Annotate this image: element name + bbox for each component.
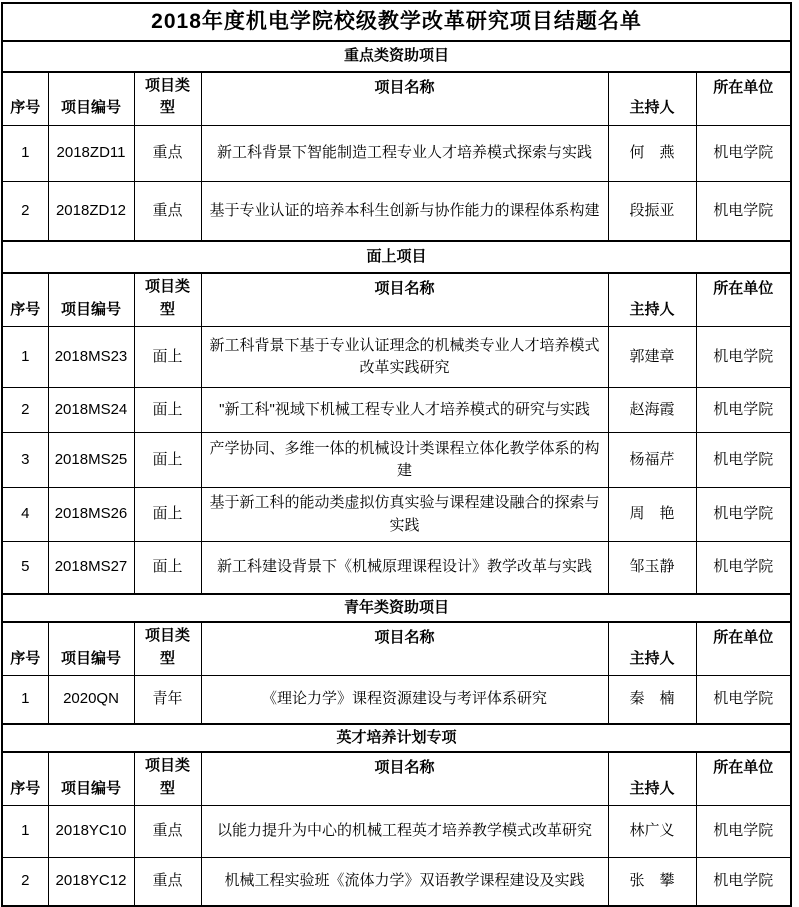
cell-unit: 机电学院	[696, 676, 791, 724]
cell-project-name: 产学协同、多维一体的机械设计类课程立体化教学体系的构建	[201, 433, 608, 488]
table-row	[2, 125, 791, 181]
cell-unit: 机电学院	[696, 433, 791, 488]
cell-seq: 2	[2, 388, 48, 433]
cell-project-type: 面上	[134, 488, 201, 542]
table-row	[2, 388, 791, 433]
cell-seq: 2	[2, 181, 48, 241]
col-header-leader: 主持人	[608, 752, 696, 806]
section-title: 青年类资助项目	[2, 594, 791, 623]
cell-unit: 机电学院	[696, 125, 791, 181]
col-header-seq: 序号	[2, 752, 48, 806]
cell-seq: 1	[2, 125, 48, 181]
cell-project-code: 2018MS24	[48, 388, 134, 433]
section-header-row	[2, 594, 791, 623]
column-header-row	[2, 622, 791, 676]
col-header-unit: 所在单位	[696, 72, 791, 126]
col-header-seq: 序号	[2, 622, 48, 676]
cell-unit: 机电学院	[696, 858, 791, 906]
cell-seq: 3	[2, 433, 48, 488]
col-header-unit: 所在单位	[696, 273, 791, 327]
section-title: 英才培养计划专项	[2, 724, 791, 753]
cell-seq: 1	[2, 806, 48, 858]
cell-project-code: 2018MS25	[48, 433, 134, 488]
page-title: 2018年度机电学院校级教学改革研究项目结题名单	[2, 3, 791, 41]
cell-unit: 机电学院	[696, 542, 791, 594]
cell-project-type: 面上	[134, 388, 201, 433]
cell-seq: 4	[2, 488, 48, 542]
cell-unit: 机电学院	[696, 806, 791, 858]
col-header-seq: 序号	[2, 273, 48, 327]
cell-leader: 郭建章	[608, 327, 696, 388]
cell-project-name: 《理论力学》课程资源建设与考评体系研究	[201, 676, 608, 724]
table-row	[2, 806, 791, 858]
cell-unit: 机电学院	[696, 181, 791, 241]
cell-seq: 1	[2, 327, 48, 388]
cell-project-name: 基于新工科的能动类虚拟仿真实验与课程建设融合的探索与实践	[201, 488, 608, 542]
cell-leader: 杨福芹	[608, 433, 696, 488]
cell-leader: 赵海霞	[608, 388, 696, 433]
col-header-type: 项目类型	[134, 273, 201, 327]
cell-project-code: 2018YC10	[48, 806, 134, 858]
col-header-code: 项目编号	[48, 622, 134, 676]
cell-project-type: 面上	[134, 433, 201, 488]
cell-leader: 张 攀	[608, 858, 696, 906]
cell-leader: 林广义	[608, 806, 696, 858]
cell-project-name: 以能力提升为中心的机械工程英才培养教学模式改革研究	[201, 806, 608, 858]
cell-project-name: 新工科背景下智能制造工程专业人才培养模式探索与实践	[201, 125, 608, 181]
column-header-row	[2, 752, 791, 806]
cell-project-name: 新工科建设背景下《机械原理课程设计》教学改革与实践	[201, 542, 608, 594]
table-row	[2, 542, 791, 594]
cell-seq: 1	[2, 676, 48, 724]
section-header-row	[2, 724, 791, 753]
col-header-seq: 序号	[2, 72, 48, 126]
projects-table	[1, 2, 792, 907]
table-row	[2, 488, 791, 542]
col-header-code: 项目编号	[48, 273, 134, 327]
document-sheet	[1, 2, 792, 907]
cell-project-type: 重点	[134, 806, 201, 858]
section-header-row	[2, 241, 791, 273]
cell-leader: 周 艳	[608, 488, 696, 542]
col-header-type: 项目类型	[134, 752, 201, 806]
cell-project-type: 重点	[134, 181, 201, 241]
cell-project-code: 2020QN	[48, 676, 134, 724]
table-row	[2, 858, 791, 906]
col-header-leader: 主持人	[608, 273, 696, 327]
cell-project-type: 面上	[134, 542, 201, 594]
table-row	[2, 181, 791, 241]
col-header-name: 项目名称	[201, 622, 608, 676]
cell-project-type: 青年	[134, 676, 201, 724]
section-title: 面上项目	[2, 241, 791, 273]
col-header-name: 项目名称	[201, 273, 608, 327]
col-header-name: 项目名称	[201, 752, 608, 806]
col-header-name: 项目名称	[201, 72, 608, 126]
table-row	[2, 676, 791, 724]
cell-project-name: 基于专业认证的培养本科生创新与协作能力的课程体系构建	[201, 181, 608, 241]
column-header-row	[2, 72, 791, 126]
col-header-code: 项目编号	[48, 752, 134, 806]
col-header-code: 项目编号	[48, 72, 134, 126]
cell-leader: 邹玉静	[608, 542, 696, 594]
cell-unit: 机电学院	[696, 388, 791, 433]
col-header-type: 项目类型	[134, 622, 201, 676]
cell-project-type: 重点	[134, 125, 201, 181]
cell-project-type: 面上	[134, 327, 201, 388]
cell-project-code: 2018MS27	[48, 542, 134, 594]
cell-leader: 何 燕	[608, 125, 696, 181]
table-row	[2, 327, 791, 388]
col-header-type: 项目类型	[134, 72, 201, 126]
cell-project-type: 重点	[134, 858, 201, 906]
col-header-leader: 主持人	[608, 72, 696, 126]
table-row	[2, 433, 791, 488]
section-header-row	[2, 41, 791, 72]
cell-unit: 机电学院	[696, 488, 791, 542]
cell-leader: 段振亚	[608, 181, 696, 241]
cell-seq: 5	[2, 542, 48, 594]
cell-project-name: 机械工程实验班《流体力学》双语教学课程建设及实践	[201, 858, 608, 906]
cell-unit: 机电学院	[696, 327, 791, 388]
cell-project-code: 2018ZD11	[48, 125, 134, 181]
cell-project-code: 2018YC12	[48, 858, 134, 906]
column-header-row	[2, 273, 791, 327]
title-row	[2, 3, 791, 41]
cell-project-code: 2018MS26	[48, 488, 134, 542]
col-header-leader: 主持人	[608, 622, 696, 676]
section-title: 重点类资助项目	[2, 41, 791, 72]
cell-leader: 秦 楠	[608, 676, 696, 724]
cell-project-name: 新工科背景下基于专业认证理念的机械类专业人才培养模式改革实践研究	[201, 327, 608, 388]
cell-project-name: "新工科"视域下机械工程专业人才培养模式的研究与实践	[201, 388, 608, 433]
cell-project-code: 2018MS23	[48, 327, 134, 388]
col-header-unit: 所在单位	[696, 752, 791, 806]
col-header-unit: 所在单位	[696, 622, 791, 676]
cell-project-code: 2018ZD12	[48, 181, 134, 241]
cell-seq: 2	[2, 858, 48, 906]
